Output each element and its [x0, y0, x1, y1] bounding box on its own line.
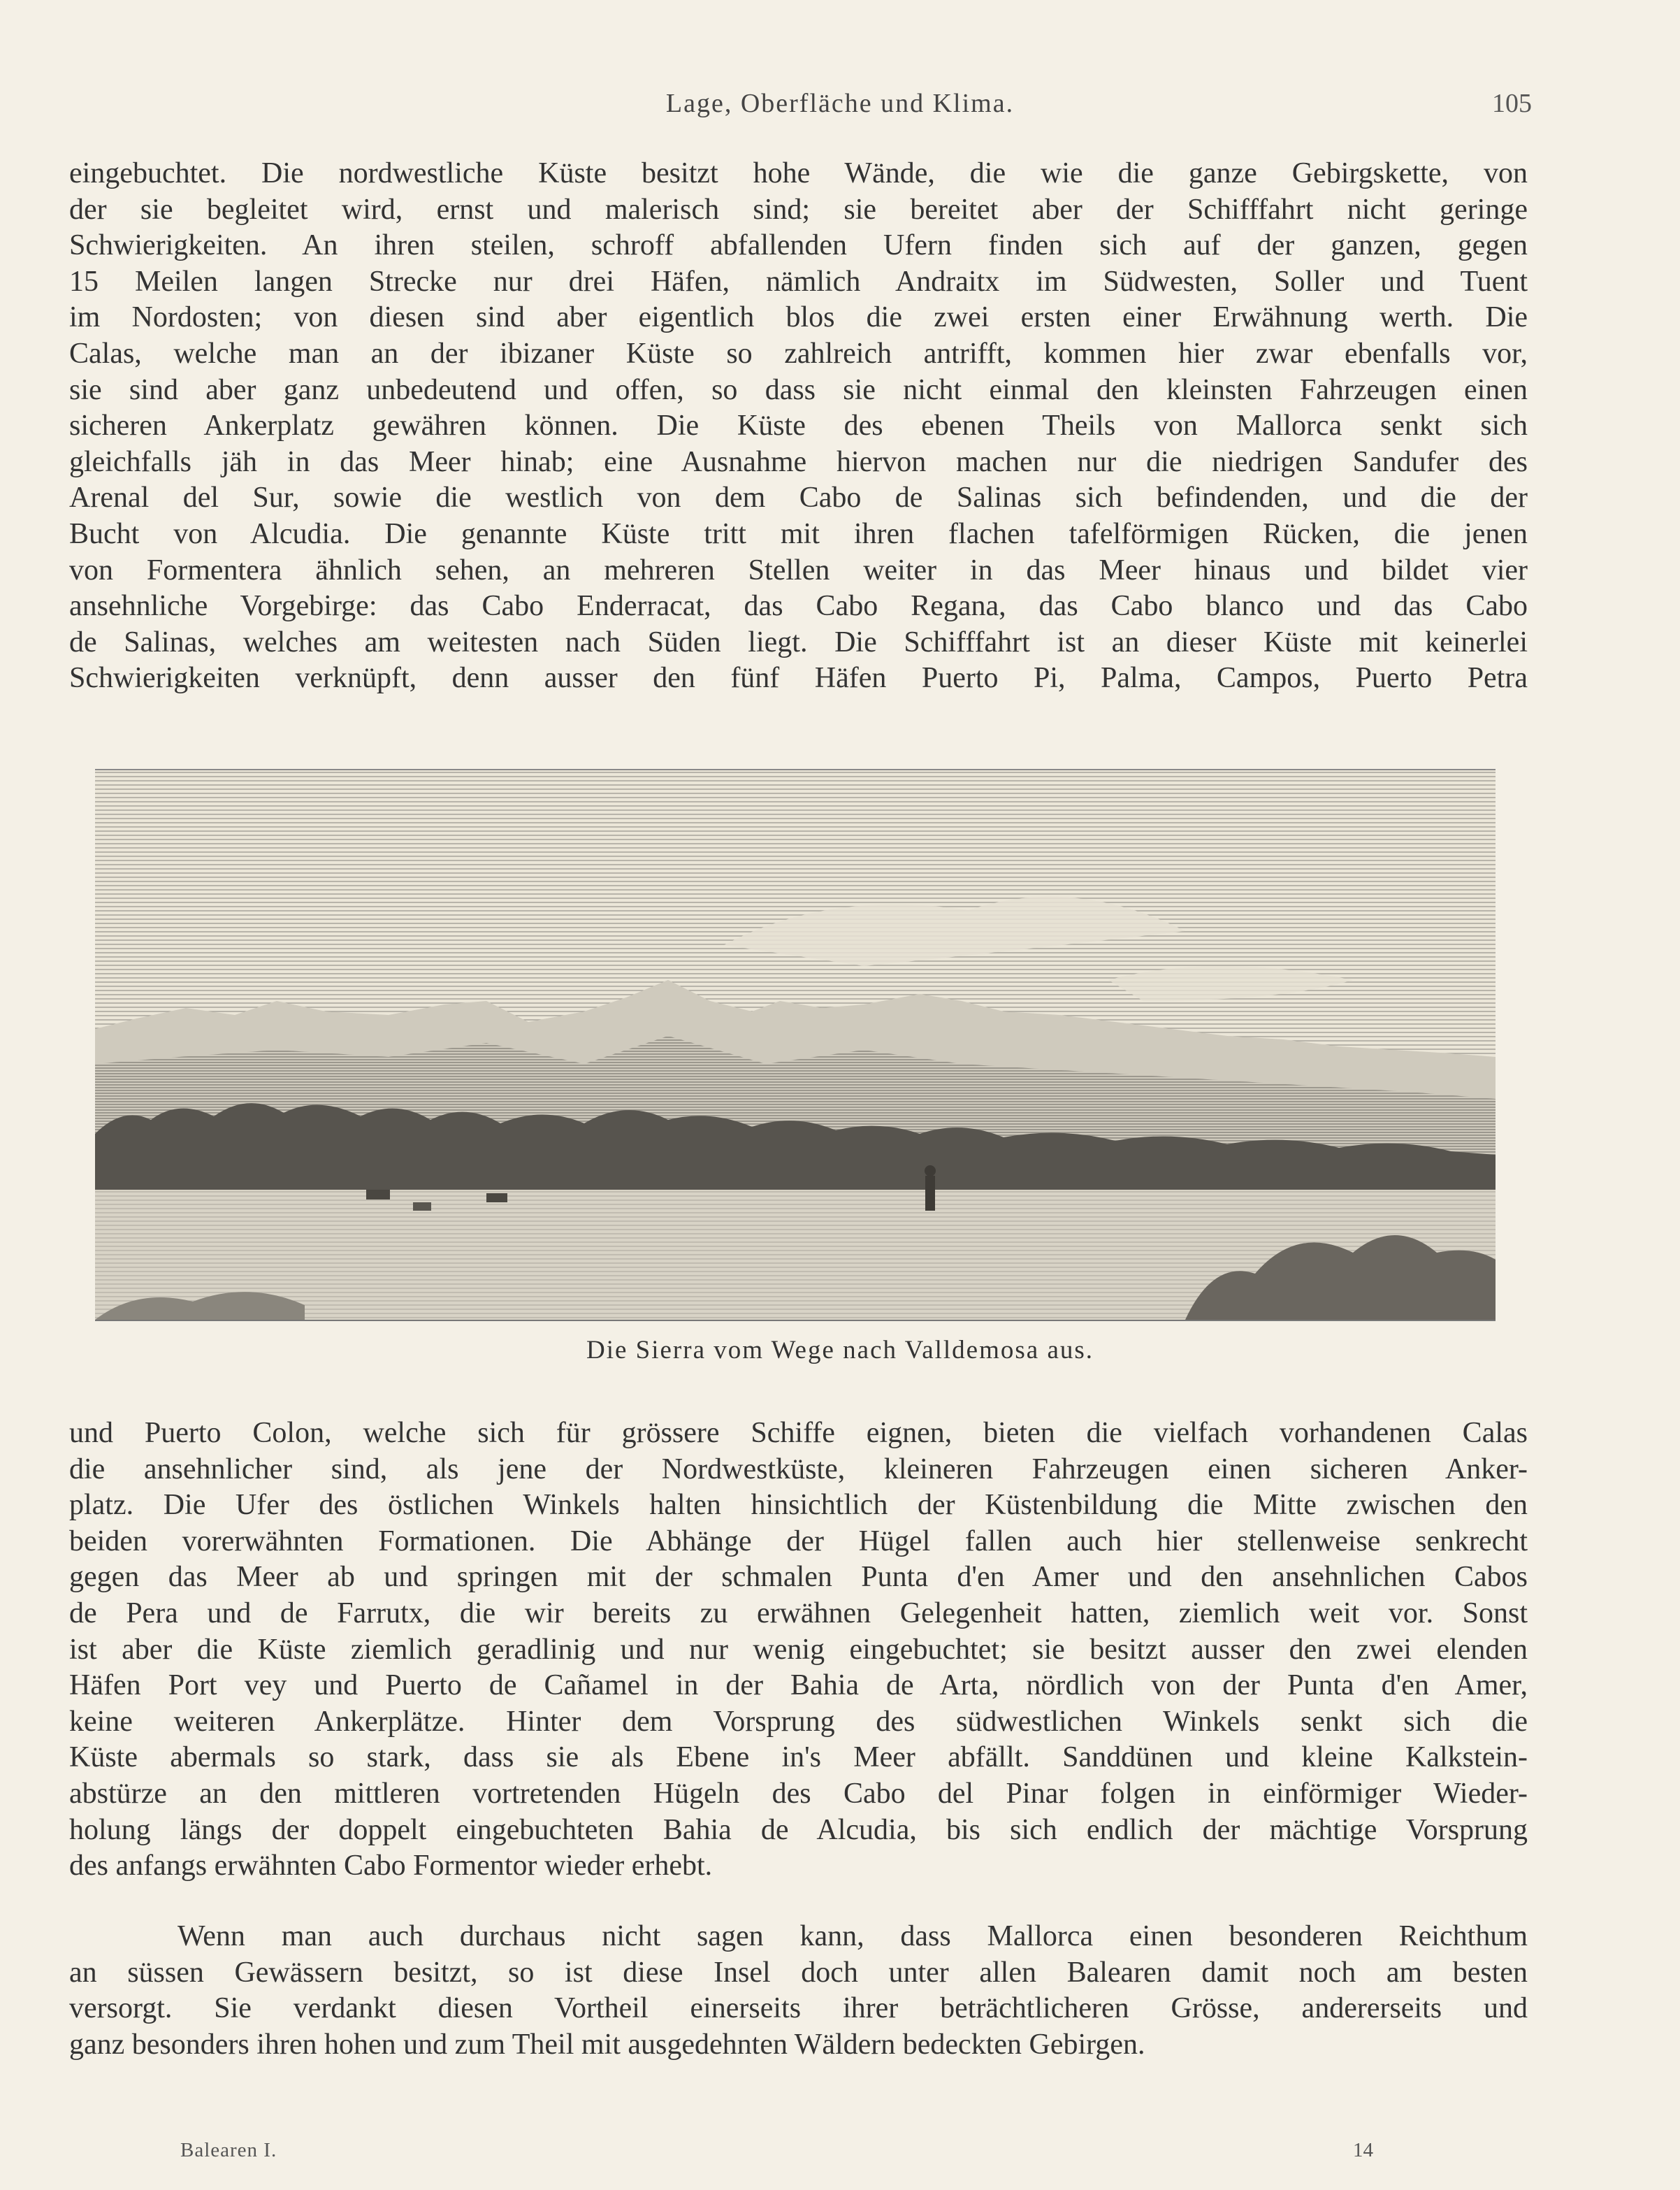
text-line: die ansehnlicher sind, als jene der Nordwestküste, kleineren Fahrzeugen einen sicheren Anker- [69, 1453, 1528, 1485]
running-head-title: Lage, Oberfläche und Klima. [665, 89, 1015, 118]
running-head [0, 82, 1680, 124]
engraving-illustration [95, 769, 1496, 1321]
text-line: gleichfalls jäh in das Meer hinab; eine Ausnahme hiervon machen nur die niedrigen Sandufer des [69, 445, 1528, 478]
text-line: ganz besonders ihren hohen und zum Theil mit ausgedehnten Wäldern bedeckten Gebirgen. [69, 2028, 1145, 2061]
text-line: an süssen Gewässern besitzt, so ist diese Insel doch unter allen Balearen damit noch am besten [69, 1956, 1528, 1989]
paragraph-1 [69, 156, 1528, 697]
text-line: Häfen Port vey und Puerto de Cañamel in der Bahia de Arta, nördlich von der Punta d'en Amer, [69, 1669, 1528, 1702]
text-line: ansehnliche Vorgebirge: das Cabo Enderracat, das Cabo Regana, das Cabo blanco und das Cabo [69, 590, 1528, 623]
text-line: sicheren Ankerplatz gewähren können. Die Küste des ebenen Theils von Mallorca senkt sich [69, 410, 1528, 442]
text-line: des anfangs erwähnten Cabo Formentor wieder erhebt. [69, 1850, 713, 1882]
text-line: Küste abermals so stark, dass sie als Ebene in's Meer abfällt. Sanddünen und kleine Kalkstein- [69, 1741, 1528, 1774]
footer [0, 2139, 1680, 2167]
text-line: Bucht von Alcudia. Die genannte Küste tritt mit ihren flachen tafelförmigen Rücken, die jenen [69, 517, 1528, 550]
text-line: keine weiteren Ankerplätze. Hinter dem Vorsprung des südwestlichen Winkels senkt sich die [69, 1705, 1528, 1738]
goat [486, 1193, 507, 1202]
text-line: versorgt. Sie verdankt diesen Vortheil einerseits ihrer beträchtlicheren Grösse, andererseits und [69, 1992, 1528, 2025]
text-line: Calas, welche man an der ibizaner Küste so zahlreich antrifft, kommen hier zwar ebenfalls vor, [69, 337, 1528, 370]
goat [413, 1202, 431, 1211]
text-line: Arenal del Sur, sowie die westlich von dem Cabo de Salinas sich befindenden, und die der [69, 482, 1528, 514]
figure-caption: Die Sierra vom Wege nach Valldemosa aus. [586, 1336, 1094, 1364]
paragraph-3 [69, 1919, 1528, 2063]
text-line: Schwierigkeiten. An ihren steilen, schroff abfallenden Ufern finden sich auf der ganzen, gegen [69, 229, 1528, 262]
human-figure [925, 1176, 935, 1211]
goat [366, 1190, 390, 1200]
text-line: Schwierigkeiten verknüpft, denn ausser den fünf Häfen Puerto Pi, Palma, Campos, Puerto Petra [69, 662, 1528, 695]
paragraph-2 [69, 1415, 1528, 1885]
text-line: abstürze an den mittleren vortretenden Hügeln des Cabo del Pinar folgen in einförmiger Wieder- [69, 1777, 1528, 1810]
text-line: ist aber die Küste ziemlich geradlinig und nur wenig eingebuchtet; sie besitzt ausser den zwei elenden [69, 1633, 1528, 1666]
text-line: platz. Die Ufer des östlichen Winkels halten hinsichtlich der Küstenbildung die Mitte zwischen den [69, 1489, 1528, 1522]
page-number: 105 [1492, 89, 1532, 118]
text-line: im Nordosten; von diesen sind aber eigentlich blos die zwei ersten einer Erwähnung werth. Die [69, 301, 1528, 334]
text-line: und Puerto Colon, welche sich für grössere Schiffe eignen, bieten die vielfach vorhandenen Calas [69, 1417, 1528, 1449]
text-line: von Formentera ähnlich sehen, an mehreren Stellen weiter in das Meer hinaus und bildet vier [69, 554, 1528, 586]
text-line: de Salinas, welches am weitesten nach Süden liegt. Die Schifffahrt ist an dieser Küste mit keinerlei [69, 626, 1528, 658]
sheet-number: 14 [1353, 2139, 1373, 2161]
text-line: de Pera und de Farrutx, die wir bereits zu erwähnen Gelegenheit hatten, ziemlich weit vor. Sonst [69, 1597, 1528, 1629]
landscape-engraving [95, 770, 1496, 1320]
printer-signature: Balearen I. [180, 2139, 277, 2161]
text-line: eingebuchtet. Die nordwestliche Küste besitzt hohe Wände, die wie die ganze Gebirgskette, von [69, 157, 1528, 189]
text-line: Wenn man auch durchaus nicht sagen kann, dass Mallorca einen besonderen Reichthum [178, 1920, 1528, 1952]
text-line: holung längs der doppelt eingebuchteten Bahia de Alcudia, bis sich endlich der mächtige Vorsprung [69, 1813, 1528, 1846]
text-line: beiden vorerwähnten Formationen. Die Abhänge der Hügel fallen auch hier stellenweise senkrecht [69, 1525, 1528, 1557]
text-line: 15 Meilen langen Strecke nur drei Häfen, nämlich Andraitx im Südwesten, Soller und Tuent [69, 265, 1528, 298]
text-line: der sie begleitet wird, ernst und malerisch sind; sie bereitet aber der Schifffahrt nicht geringe [69, 193, 1528, 226]
text-line: gegen das Meer ab und springen mit der schmalen Punta d'en Amer und den ansehnlichen Cabos [69, 1561, 1528, 1594]
human-figure-head [925, 1165, 936, 1176]
text-line: sie sind aber ganz unbedeutend und offen, so dass sie nicht einmal den kleinsten Fahrzeugen einen [69, 373, 1528, 406]
